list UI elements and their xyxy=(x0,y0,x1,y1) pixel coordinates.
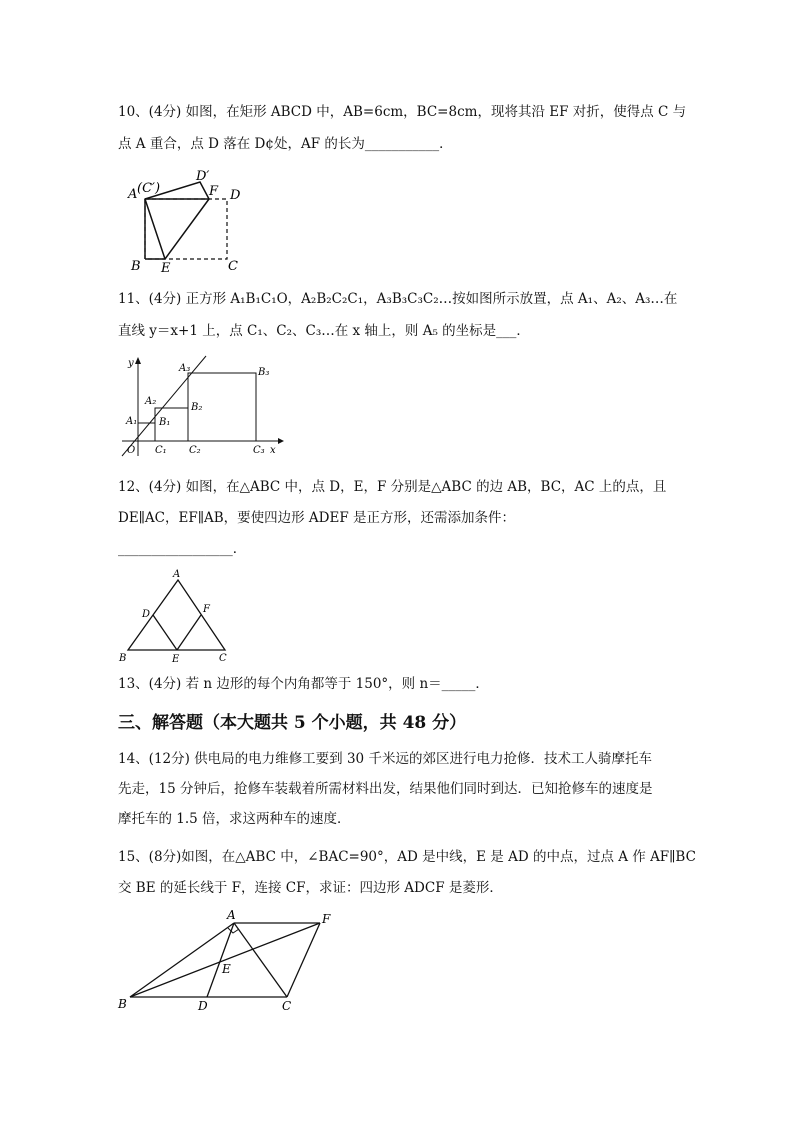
q11-label-a1: A₁ xyxy=(126,416,138,427)
q10-label-d-prime: D′ xyxy=(196,169,210,184)
q11-x-axis-arrow xyxy=(278,438,284,444)
q11-label-c3: C₃ xyxy=(253,445,265,456)
q14-text-line1: 14、(12分) 供电局的电力维修工要到 30 千米远的郊区进行电力抢修．技术工人骑摩托车 xyxy=(118,751,652,767)
q11-label-b1: B₁ xyxy=(159,417,171,428)
q12-text-line1: 12、(4分) 如图，在△ABC 中，点 D，E，F 分别是△ABC 的边 AB，BC，AC 上的点，且 xyxy=(118,479,667,495)
q15-label-e: E xyxy=(222,962,231,976)
q15-label-d: D xyxy=(198,999,208,1013)
q10-rectangle-fold-figure xyxy=(120,162,250,277)
q15-label-a: A xyxy=(227,908,236,922)
q10-text-line1: 10、(4分) 如图，在矩形 ABCD 中，AB=6cm，BC=8cm，现将其沿 EF 对折，使得点 C 与 xyxy=(118,104,687,120)
q12-segment-ef xyxy=(177,615,201,650)
section-3-title: 三、解答题（本大题共 5 个小题，共 48 分） xyxy=(118,713,467,733)
q11-label-y: y xyxy=(128,358,134,369)
q12-label-b: B xyxy=(119,653,127,664)
q12-label-f: F xyxy=(203,604,210,615)
q12-text-line3: _________________． xyxy=(118,541,247,557)
q11-label-b2: B₂ xyxy=(191,402,203,413)
q10-label-b: B xyxy=(131,259,141,274)
q15-text-line1: 15、(8分)如图，在△ABC 中，∠BAC=90°，AD 是中线，E 是 AD 的中点，过点 A 作 AF∥BC xyxy=(118,849,696,865)
q10-label-a: A xyxy=(128,187,138,202)
q15-segment-ac xyxy=(234,923,287,997)
q15-label-b: B xyxy=(118,997,127,1011)
q11-label-c2: C₂ xyxy=(189,445,201,456)
q15-label-f: F xyxy=(322,912,331,926)
q10-label-c: C xyxy=(228,259,238,274)
q12-label-c: C xyxy=(219,653,227,664)
q11-square-1 xyxy=(138,423,155,441)
q14-text-line3: 摩托车的 1.5 倍，求这两种车的速度． xyxy=(118,811,351,827)
q10-label-c-prime: (C′) xyxy=(137,181,161,196)
q14-text-line2: 先走，15 分钟后，抢修车装载着所需材料出发，结果他们同时到达．已知抢修车的速度是 xyxy=(118,781,653,797)
q15-rhombus-figure xyxy=(112,905,342,1017)
q12-text-line2: DE∥AC，EF∥AB，要使四边形 ADEF 是正方形，还需添加条件： xyxy=(118,510,515,526)
q11-label-o: O xyxy=(127,445,136,456)
q12-segment-de xyxy=(153,615,177,650)
q10-dashed-rectangle xyxy=(145,199,227,259)
q11-y-axis-arrow xyxy=(135,357,141,364)
q11-label-a3: A₃ xyxy=(179,363,191,374)
q15-text-line2: 交 BE 的延长线于 F，连接 CF，求证：四边形 ADCF 是菱形． xyxy=(118,880,503,896)
q10-text-line2: 点 A 重合，点 D 落在 D¢处，AF 的长为___________． xyxy=(118,136,453,152)
q10-fold-ae xyxy=(145,199,165,259)
q10-fold-line-ef xyxy=(165,199,209,259)
q11-squares-figure xyxy=(118,352,288,462)
q15-segment-ab xyxy=(130,923,234,997)
q11-text-line1: 11、(4分) 正方形 A₁B₁C₁O，A₂B₂C₂C₁，A₃B₃C₃C₂…按如图所示放置，点 A₁、A₂、A₃…在 xyxy=(118,291,678,307)
q15-label-c: C xyxy=(282,999,292,1013)
q10-label-f: F xyxy=(209,184,219,199)
q11-label-x: x xyxy=(270,445,276,456)
q11-text-line2: 直线 y＝x+1 上，点 C₁、C₂、C₃…在 x 轴上，则 A₅ 的坐标是___． xyxy=(118,323,530,339)
q10-label-d: D xyxy=(230,188,241,203)
q12-triangle-figure xyxy=(115,565,240,665)
q12-label-d: D xyxy=(142,609,151,620)
q11-label-a2: A₂ xyxy=(145,396,157,407)
q12-label-e: E xyxy=(172,654,180,665)
q12-label-a: A xyxy=(173,569,181,580)
q10-label-e: E xyxy=(161,261,171,276)
q13-text-line1: 13、(4分) 若 n 边形的每个内角都等于 150°，则 n＝_____． xyxy=(118,676,489,692)
q11-label-b3: B₃ xyxy=(258,367,270,378)
q11-label-c1: C₁ xyxy=(155,445,167,456)
q15-segment-ad xyxy=(207,923,234,997)
